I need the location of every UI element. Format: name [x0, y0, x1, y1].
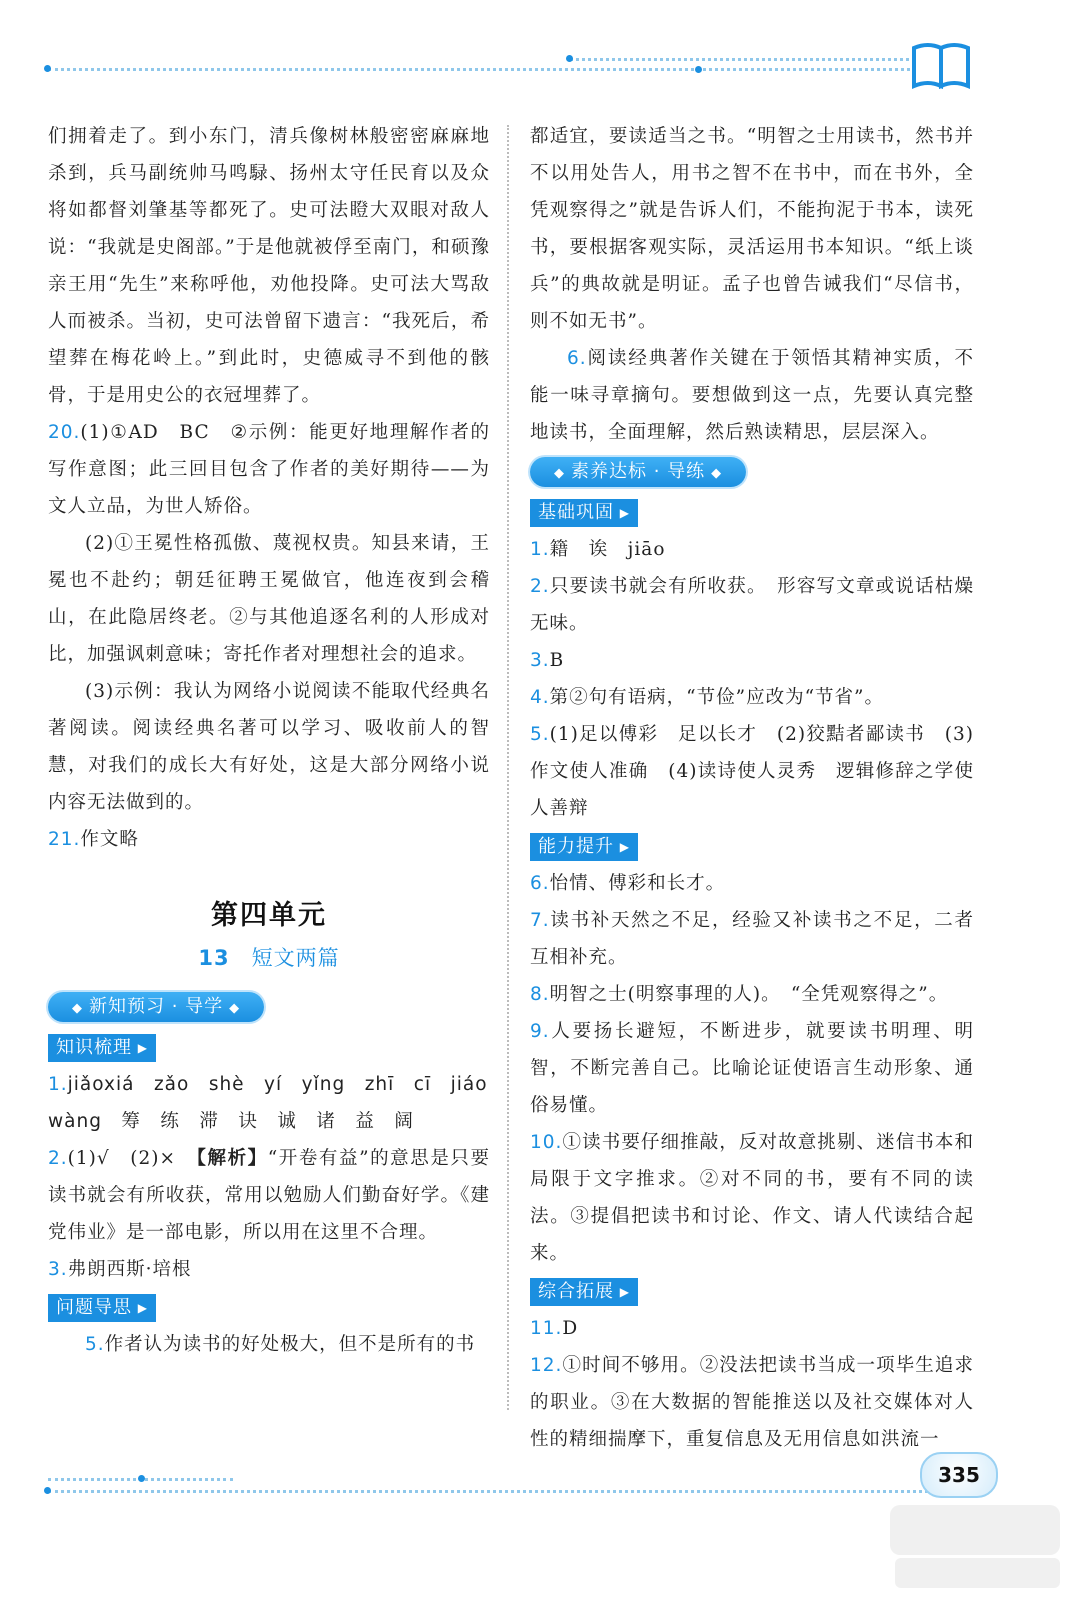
answer-number: 12.	[530, 1355, 563, 1376]
answer-r11	[530, 1310, 974, 1347]
answer-text: 人要扬长避短，不断进步，就要读书明理、明智，不断完善自己。比喻论证使语言生动形象、通俗易懂。	[530, 1021, 974, 1116]
section-banner-practice	[530, 457, 746, 487]
answer-r7	[530, 902, 974, 976]
answer-text: 读书补天然之不足，经验又补读书之不足，二者互相补充。	[530, 910, 974, 968]
diamond-icon: ◆	[72, 1001, 83, 1016]
watermark-logo	[880, 1500, 1070, 1595]
answer-text: 明智之士(明察事理的人)。 “全凭观察得之”。	[549, 984, 949, 1005]
open-book-icon	[910, 38, 972, 90]
answer-number: 6.	[567, 348, 587, 369]
lesson-title	[48, 940, 490, 976]
answer-3	[48, 1251, 490, 1288]
diamond-icon: ◆	[229, 1001, 241, 1016]
answer-number: 7.	[530, 910, 550, 931]
paragraph-continued: 们拥着走了。到小东门，清兵像树林般密密麻麻地杀到，兵马副统帅马鸣騄、扬州太守任民育以及众将如都督刘肇基等都死了。史可法瞪大双眼对敌人说：“我就是史阁部。”于是他就被俘至南门，和硕豫亲王用“先生”来称呼他，劝他投降。史可法大骂敌人而被杀。当初，史可法曾留下遗言：“我死后，希望葬在梅花岭上。”到此时，史德威寻不到他的骸骨，于是用史公的衣冠埋葬了。	[48, 126, 490, 406]
triangle-right-icon: ▶	[619, 506, 630, 520]
answer-number: 8.	[530, 984, 550, 1005]
answer-number: 5.	[85, 1334, 105, 1355]
answer-1-line-1	[48, 1066, 490, 1103]
top-rule-dot	[44, 65, 51, 72]
tag-question	[48, 1294, 156, 1322]
answer-6-preview	[530, 340, 974, 451]
answer-r5	[530, 716, 974, 827]
tag-label: 能力提升	[538, 836, 614, 857]
bottom-rule-dot	[138, 1475, 145, 1482]
answer-20-part-3: (3)示例：我认为网络小说阅读不能取代经典名著阅读。阅读经典名著可以学习、吸收前人的智慧，对我们的成长大有好处，这是大部分网络小说内容无法做到的。	[48, 681, 490, 813]
answer-2	[48, 1140, 490, 1251]
answer-5-continued: 都适宜，要读适当之书。“明智之士用读书，然书并不以用处告人，用书之智不在书中，而在书外，全凭观察得之”就是告诉人们，不能拘泥于书本，读死书，要根据客观实际，灵活运用书本知识。“纸上谈兵”的典故就是明证。孟子也曾告诫我们“尽信书，则不如无书”。	[530, 126, 974, 332]
analysis-label: 【解析】	[196, 1148, 268, 1169]
lesson-number: 13	[198, 946, 230, 970]
answer-text: 阅读经典著作关键在于领悟其精神实质，不能一味寻章摘句。要想做到这一点，先要认真完整地读书，全面理解，然后熟读精思，层层深入。	[530, 348, 974, 443]
section-banner-preview	[48, 992, 264, 1022]
triangle-right-icon: ▶	[137, 1041, 148, 1055]
answer-r6	[530, 865, 974, 902]
tag-knowledge	[48, 1034, 156, 1062]
answer-number: 3.	[530, 650, 550, 671]
top-rule-dot	[695, 66, 702, 73]
answer-number: 5.	[530, 724, 550, 745]
answer-text: (1)①AD BC ②示例：能更好地理解作者的写作意图；此三回目包含了作者的美好期待——为文人立品，为世人矫俗。	[48, 422, 490, 517]
answer-r2	[530, 568, 974, 642]
answer-text: (1)足以傅彩 足以长才 (2)狡黠者鄙读书 (3)作文使人准确 (4)读诗使人灵秀 逻辑修辞之学使人善辩	[530, 724, 974, 819]
answer-text: 怡情、傅彩和长才。	[549, 873, 726, 894]
tag-ability	[530, 833, 638, 861]
diamond-icon: ◆	[554, 466, 565, 481]
tag-label: 综合拓展	[538, 1281, 614, 1302]
answer-text: 第②句有语病，“节俭”应改为“节省”。	[549, 687, 884, 708]
answer-number: 1.	[530, 539, 550, 560]
page-number: 335	[920, 1452, 998, 1498]
answer-text: 弗朗西斯·培根	[67, 1259, 192, 1280]
top-dotted-rule	[48, 68, 928, 71]
answer-r8	[530, 976, 974, 1013]
bottom-dotted-rule-2	[48, 1490, 928, 1493]
answer-text: ①时间不够用。②没法把读书当成一项毕生追求的职业。③在大数据的智能推送以及社交媒体对人性的精细揣摩下，重复信息及无用信息如洪流一	[530, 1355, 974, 1450]
answer-text: ①读书要仔细推敲，反对故意挑剔、迷信书本和局限于文字推求。②对不同的书，要有不同的读法。③提倡把读书和讨论、作文、请人代读结合起来。	[530, 1132, 974, 1264]
answer-text: “开卷有益”的意思是只要读书就会有所收获，常用以勉励人们勤奋好学。《建党伟业》是一部电影，所以用在这里不合理。	[48, 1148, 490, 1243]
answer-r1	[530, 531, 974, 568]
answer-text: B	[549, 650, 565, 671]
answer-number: 4.	[530, 687, 550, 708]
triangle-right-icon: ▶	[137, 1301, 148, 1315]
left-column	[48, 118, 490, 1363]
answer-number: 2.	[48, 1148, 68, 1169]
answer-20-part-1	[48, 414, 490, 525]
answer-r4	[530, 679, 974, 716]
answer-r3	[530, 642, 974, 679]
tag-extension	[530, 1278, 638, 1306]
diamond-icon: ◆	[711, 466, 723, 481]
answer-r12	[530, 1347, 974, 1458]
tag-basic	[530, 499, 638, 527]
answer-number: 9.	[530, 1021, 550, 1042]
unit-title: 第四单元	[211, 900, 327, 931]
answer-20-part-2: (2)①王冕性格孤傲、蔑视权贵。知县来请，王冕也不赴约；朝廷征聘王冕做官，他连夜到会稽山，在此隐居终老。②与其他追逐名利的人形成对比，加强讽刺意味；寄托作者对理想社会的追求。	[48, 533, 490, 665]
answer-5	[48, 1326, 490, 1363]
bottom-rule-dot	[44, 1487, 51, 1494]
answer-number: 2.	[530, 576, 550, 597]
top-rule-dot	[566, 55, 573, 62]
answer-text: 作者认为读书的好处极大，但不是所有的书	[104, 1334, 476, 1355]
tag-label: 基础巩固	[538, 502, 614, 523]
answer-text: D	[562, 1318, 579, 1339]
triangle-right-icon: ▶	[619, 1285, 630, 1299]
answer-text: 只要读书就会有所收获。 形容写文章或说话枯燥无味。	[530, 576, 974, 634]
answer-number: 20.	[48, 422, 81, 443]
triangle-right-icon: ▶	[619, 840, 630, 854]
answer-text: jiǎoxiá zǎo shè yí yǐng zhī cī jiáo	[67, 1074, 488, 1095]
top-dotted-rule-2	[570, 58, 915, 61]
answer-text: 作文略	[80, 829, 139, 850]
banner-label: 新知预习 · 导学	[89, 996, 224, 1017]
column-divider	[507, 125, 509, 1410]
lesson-name: 短文两篇	[251, 946, 340, 970]
answer-r9	[530, 1013, 974, 1124]
answer-text: 籍 诶 jiāo	[549, 539, 666, 560]
answer-21	[48, 821, 490, 858]
answer-number: 21.	[48, 829, 81, 850]
answer-number: 11.	[530, 1318, 563, 1339]
answer-text: (1)√ (2)×	[67, 1148, 197, 1169]
answer-number: 1.	[48, 1074, 68, 1095]
answer-1-line-2: wàng 筹 练 滞 诀 诚 诸 益 阔	[48, 1111, 414, 1132]
answer-number: 10.	[530, 1132, 563, 1153]
answer-number: 3.	[48, 1259, 68, 1280]
right-column	[530, 118, 974, 1458]
tag-label: 问题导思	[56, 1297, 132, 1318]
answer-r10	[530, 1124, 974, 1272]
tag-label: 知识梳理	[56, 1037, 132, 1058]
answer-number: 6.	[530, 873, 550, 894]
banner-label: 素养达标 · 导练	[571, 461, 706, 482]
